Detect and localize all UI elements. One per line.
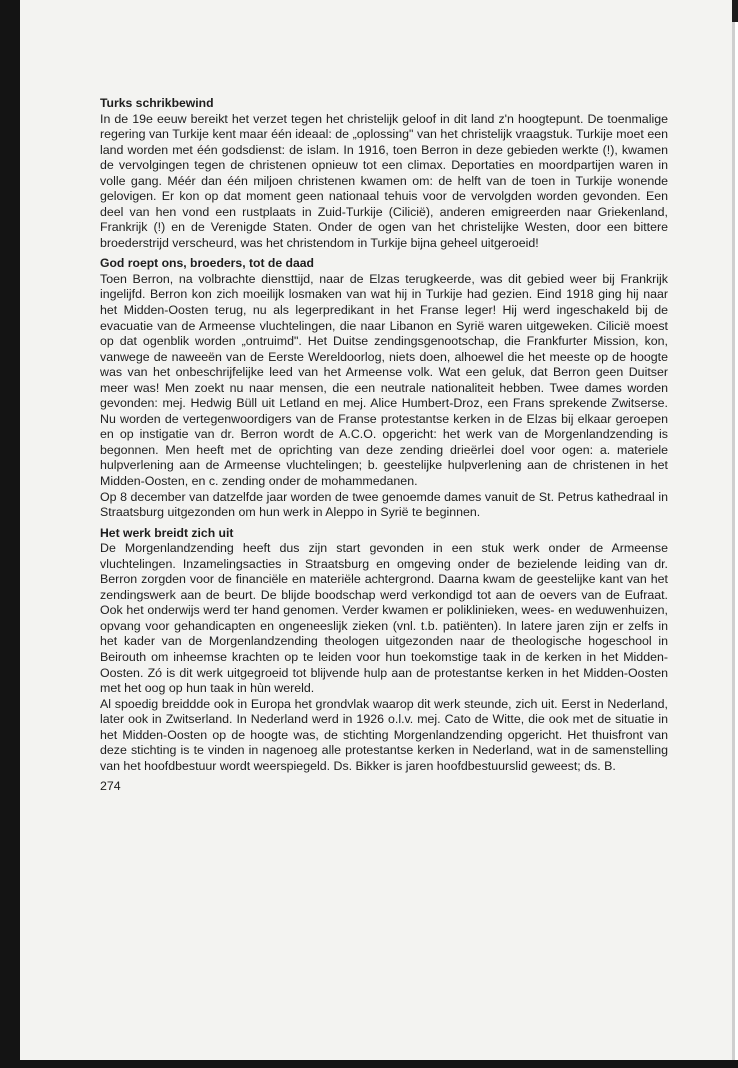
section-heading: Turks schrikbewind [100, 96, 214, 110]
scan-border-bottom [0, 1060, 738, 1068]
paragraph: Op 8 december van datzelfde jaar worden de twee genoemde dames vanuit de St. Petrus kathedraal in Straatsburg uitgezonden om hun werk in Aleppo in Syrië te beginnen. [100, 489, 668, 520]
section-heading: Het werk breidt zich uit [100, 525, 234, 540]
paragraph: Al spoedig breiddde ook in Europa het grondvlak waarop dit werk steunde, zich uit. Eerst in Nederland, later ook in Zwitserland. In Nederland werd in 1926 o.l.v. mej. Cato de Witte, die ook met de situatie in het Midden-Oosten op de hoogte was, de stichting Morgenlandzending opgericht. Het thuisfront van deze stichting is te vinden in nagenoeg alle protestantse kerken in Nederland, wat in de samenstelling van het hoofdbestuur wordt weerspiegeld. Ds. Bikker is jaren hoofdbestuurslid geweest; ds. B. [100, 696, 668, 773]
paragraph: In de 19e eeuw bereikt het verzet tegen het christelijk geloof in dit land z'n hoogtepunt. De toenmalige regering van Turkije kent maar één ideaal: de „oplossing" van het christelijk vraagstuk. Turkije moet een land worden met één godsdienst: de islam. In 1916, toen Berron in deze gebieden werkte (!), kwamen de vervolgingen tegen de christenen opnieuw tot een climax. Deportaties en moordpartijen waren in volle gang. Méér dan één miljoen christenen kwamen om: de helft van de toen in Turkije wonende gelovigen. Er kon op dat moment geen nationaal tehuis voor de vervolgden worden gevonden. Een deel van hen vond een rustplaats in Zuid-Turkije (Cilicië), anderen emigreerden naar Griekenland, Frankrijk (!) en de Verenigde Staten. Onder de ogen van het christelijke Westen, door een bittere broederstrijd verscheurd, was het christendom in Turkije bijna geheel uitgeroeid! [100, 111, 668, 250]
scan-border-left [0, 0, 20, 1068]
document-page [20, 0, 732, 1060]
page-number: 274 [100, 779, 121, 794]
paragraph: De Morgenlandzending heeft dus zijn start gevonden in een stuk werk onder de Armeense vluchtelingen. Inzamelingsacties in Straatsburg en omgeving onder de bezielende leiding van dr. Berron zorgden voor de financiële en materiële achtergrond. Daarna kwam de geestelijke kant van het zendingswerk aan de beurt. De blijde boodschap werd verkondigd tot aan de oevers van de Eufraat. Ook het onderwijs werd ter hand genomen. Verder kwamen er poliklinieken, wees- en weduwenhuizen, opvang voor gehandicapten en ongeneeslijk zieken (vnl. t.b. patiënten). In latere jaren zijn er zelfs in het kader van de Morgenlandzending theologen uitgezonden naar de theologische hogeschool in Beirouth om inheemse krachten op te leiden voor hun toekomstige taak in de kerken in het Midden-Oosten. Zó is dit werk uitgegroeid tot blijvende hulp aan de protestantse kerken in het Midden-Oosten met het oog op hun taak in hùn wereld. [100, 541, 668, 696]
section-turks-schrikbewind [100, 96, 668, 251]
section-heading: God roept ons, broeders, tot de daad [100, 256, 314, 271]
page-content [100, 96, 668, 795]
scan-edge-right [732, 22, 735, 1060]
section-werk-breidt-uit [100, 526, 668, 775]
paragraph: Toen Berron, na volbrachte diensttijd, naar de Elzas terugkeerde, was dit gebied weer bij Frankrijk ingelijfd. Berron kon zich moeilijk losmaken van wat hij in Turkije had gezien. Eind 1918 ging hij naar het Midden-Oosten terug, nu als legerpredikant in het Franse leger! Hij werd ingeschakeld bij de evacuatie van de Armeense vluchtelingen, die naar Libanon en Syrië waren uitgeweken. Cilicië moest op dat ogenblik worden „ontruimd". Het Duitse zendingsgenootschap, die Frankfurter Mission, kon, vanwege de naweeën van de Eerste Wereldoorlog, niets doen, alhoewel die het meeste op de hoogte was van het onbeschrijfelijke leed van het Armeense volk. Wat een geluk, dat Berron geen Duitser meer was! Men zoekt nu naar mensen, die een neutrale nationaliteit hebben. Twee dames worden gevonden: mej. Hedwig Büll uit Letland en mej. Alice Humbert-Droz, een Frans sprekende Zwitserse. Nu worden de vertegenwoordigers van de Franse protestantse kerken in de Elzas bij elkaar geroepen en op instigatie van dr. Berron wordt de A.C.O. opgericht: het werk van de Morgenlandzending is begonnen. Men heeft met de oprichting van deze zending drieërlei doel voor ogen: a. materiele hulpverlening aan de Armeense vluchtelingen; b. geestelijke hulpverlening aan de christenen in het Midden-Oosten, en c. zending onder de mohammedanen. [100, 271, 668, 489]
section-god-roept-ons [100, 256, 668, 520]
